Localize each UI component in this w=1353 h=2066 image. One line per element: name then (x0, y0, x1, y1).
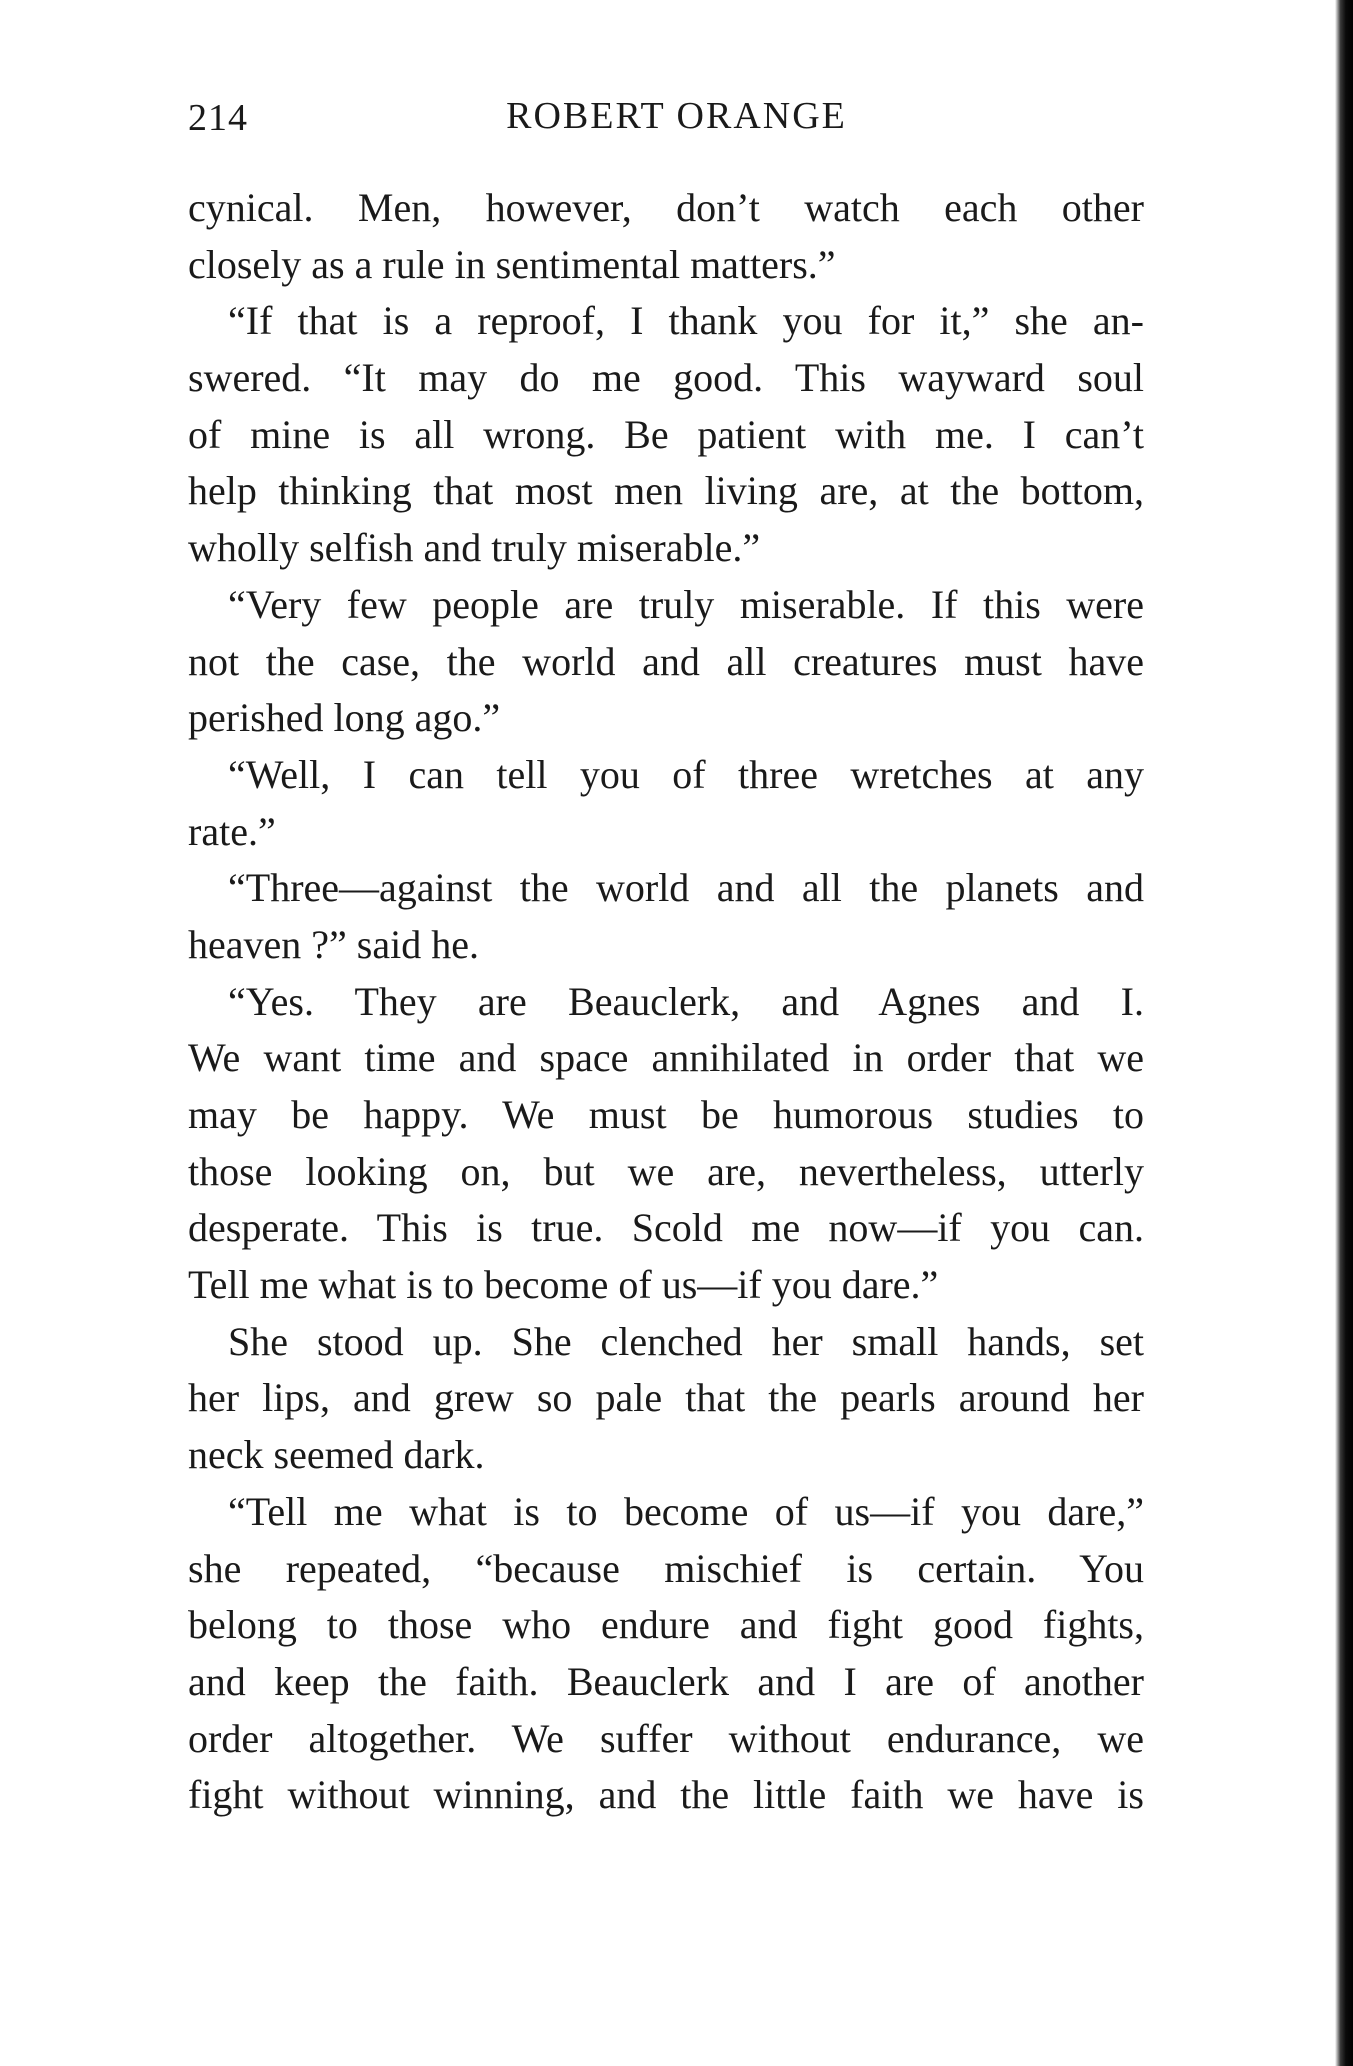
text-line: and keep the faith. Beauclerk and I are of another (188, 1658, 1144, 1704)
text-line: heaven ?” said he. (188, 921, 479, 967)
body-text (188, 180, 1144, 1824)
text-line: neck seemed dark. (188, 1432, 485, 1478)
text-line: rate.” (188, 808, 276, 854)
text-line: We want time and space annihilated in order that we (188, 1035, 1144, 1081)
text-line: cynical. Men, however, don’t watch each other (188, 185, 1144, 230)
text-line: closely as a rule in sentimental matters.” (188, 241, 836, 287)
text-line: “Tell me what is to become of us—if you dare,” (228, 1488, 1144, 1534)
book-spine-shadow (1335, 0, 1353, 2066)
text-line: desperate. This is true. Scold me now—if you can. (188, 1205, 1144, 1251)
text-line: “Well, I can tell you of three wretches at any (228, 751, 1144, 797)
text-line: “If that is a reproof, I thank you for it,” she an- (228, 298, 1144, 344)
text-line: her lips, and grew so pale that the pearls around her (188, 1375, 1144, 1421)
text-line: She stood up. She clenched her small hands, set (228, 1318, 1144, 1364)
text-line: Tell me what is to become of us—if you dare.” (188, 1262, 939, 1308)
text-line: perished long ago.” (188, 695, 501, 741)
text-line: may be happy. We must be humorous studies to (188, 1092, 1144, 1137)
text-line: order altogether. We suffer without endurance, we (188, 1715, 1144, 1761)
text-line: “Yes. They are Beauclerk, and Agnes and I. (228, 978, 1144, 1024)
text-line: wholly selfish and truly miserable.” (188, 525, 761, 571)
text-line: swered. “It may do me good. This wayward soul (188, 355, 1144, 401)
running-title: ROBERT ORANGE (506, 95, 847, 137)
text-line: of mine is all wrong. Be patient with me. I can’t (188, 411, 1144, 457)
text-line: “Three—against the world and all the planets and (228, 865, 1144, 911)
text-line: belong to those who endure and fight good fights, (188, 1602, 1144, 1648)
text-line: fight without winning, and the little faith we have is (188, 1772, 1144, 1818)
text-line: she repeated, “because mischief is certain. You (188, 1545, 1144, 1591)
text-line: help thinking that most men living are, at the bottom, (188, 468, 1144, 514)
page-number: 214 (188, 97, 248, 139)
text-line: those looking on, but we are, nevertheless, utterly (188, 1148, 1144, 1194)
text-line: not the case, the world and all creatures must have (188, 638, 1144, 684)
text-line: “Very few people are truly miserable. If this were (228, 581, 1144, 627)
